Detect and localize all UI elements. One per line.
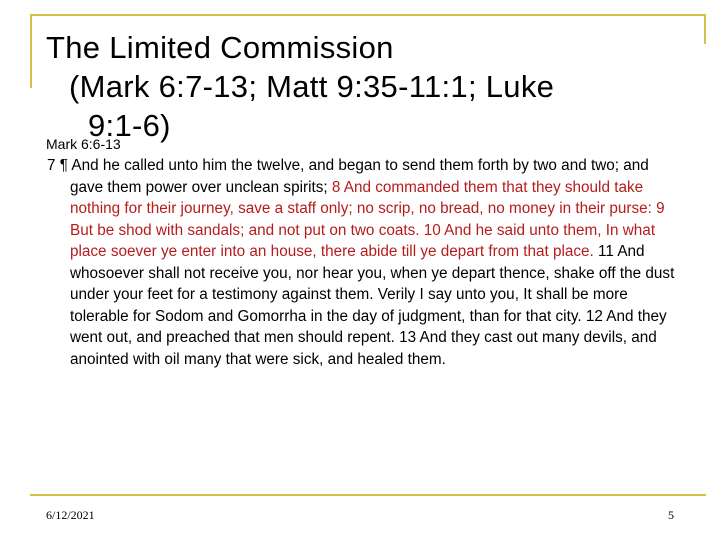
passage-part-3: 11 And whosoever shall not receive you, nor hear you, when ye depart thence, shake off the dust under your feet for a testimony against them. Verily I say unto you, It shall be more tolerable for Sodom and Gomorrha in the day of judgment, than for that city. 12 And they went out, and preached that men should repent. 13 And they cast out many devils, and anointed with oil many that were sick, and healed them.: [70, 243, 675, 368]
page-number: 5: [668, 508, 674, 522]
top-rule: [30, 14, 706, 16]
bottom-rule: [30, 494, 706, 496]
right-rule: [704, 14, 706, 44]
title-line-3: 9:1-6): [88, 108, 171, 143]
scripture-passage: [47, 155, 677, 370]
scripture-reference: Mark 6:6-13: [46, 136, 121, 152]
title-line-1: The Limited Commission: [46, 30, 394, 65]
title-line-2: (Mark 6:7-13; Matt 9:35-11:1; Luke: [69, 69, 555, 104]
left-rule: [30, 14, 32, 88]
passage-part-2-highlighted: 8 And commanded them that they should take nothing for their journey, save a staff only; no scrip, no bread, no money in their purse: 9 But be shod with sandals; and not put on two coats. 10 And he said unto them, In what place soever ye enter into an house, there abide till ye depart from that place.: [70, 178, 665, 260]
footer-date: 6/12/2021: [46, 508, 95, 522]
slide-title: [46, 28, 686, 145]
passage-part-1: 7 ¶ And he called unto him the twelve, and began to send them forth by two and two; and gave them power over unclean spirits;: [47, 157, 649, 196]
